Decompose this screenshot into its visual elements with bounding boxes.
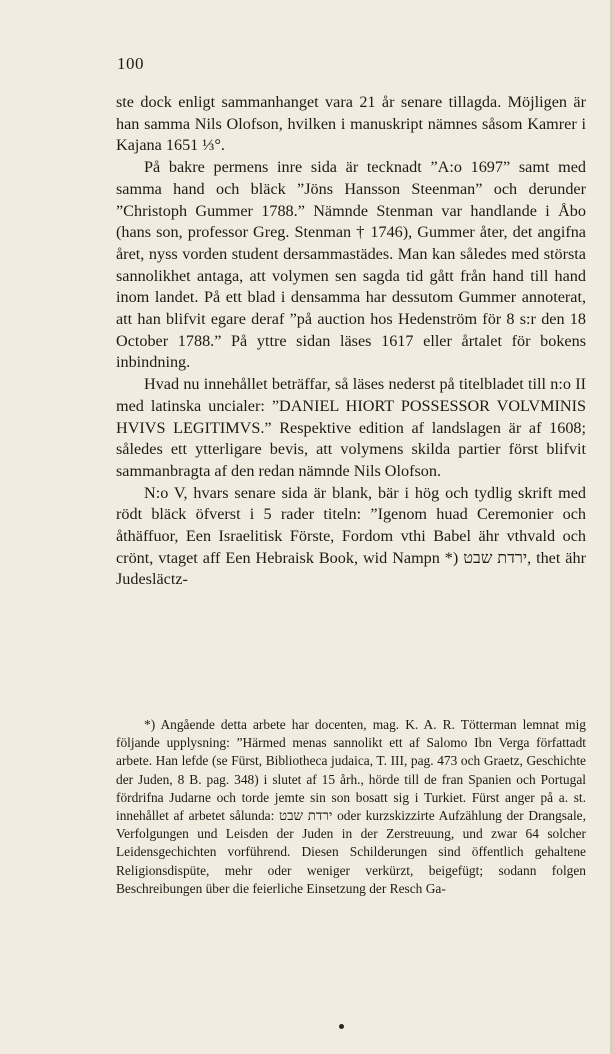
main-text [116,92,586,591]
paragraph: ste dock enligt sammanhanget vara 21 år senare tillagda. Möjligen är han samma Nils Olofson, hvilken i manuskript nämnes såsom Kamrer i Kajana 1651 ⅓°. [116,93,586,155]
paragraph: På bakre permens inre sida är tecknadt ”A:o 1697” samt med samma hand och bläck ”Jöns Hansson Steenman” och derunder ”Christoph Gummer 1788.” Nämnde Stenman var handlande i Åbo (hans son, professor Greg. Stenman † 1746), Gummer åter, det angifna året, nyss vorden student dersammastädes. Man kan således med största sannolikhet antaga, att volymen sen sagda tid gått från hand till hand inom landet. På ett blad i densamma har dessutom Gummer annoterat, att han blifvit egare deraf ”på auction hos Hedenström för 8 s:r den 18 October 1788.” På yttre sidan läses 1617 eller årtalet för bokens inbindning. [116,158,586,372]
page-mark [339,1024,344,1029]
paragraph: Hvad nu innehållet beträffar, så läses nederst på titelbladet till n:o II med latinska uncialer: ”DANIEL HIORT POSSESSOR VOLVMINIS HVIVS LEGITIMVS.” Respektive edition af landslagen är af 1608; således ett ytterligare bevis, att volymens skilda partier först blifvit sammanbragta af den redan nämnde Nils Olofson. [116,375,586,480]
footnote-text: *) Angående detta arbete har docenten, mag. K. A. R. Tötterman lemnat mig följande upplysning: ”Härmed menas sannolikt ett af Salomo Ibn Verga författadt arbete. Han lefde (se Fürst, Bibliotheca judaica, T. III, pag. 473 och Graetz, Geschichte der Juden, 8 B. pag. 348) i slutet af 15 årh., hörde till de fran Spanien och Portugal fördrifna Judarne och torde jemte sin son bosatt sig i Turkiet. Fürst anger på a. st. innehållet af arbetet sålunda: ירדת שבט oder kurzskizzirte Aufzählung der Drangsale, Verfolgungen und Leisden der Juden in der Zerstreuung, und zwar 64 solcher Leidensgechichten vorführend. Diesen Schilderungen sind öffentlich gehaltene Religionsdispüte, mehr oder weniger verkürzt, beigefügt; sodann folgen Beschreibungen über die feierliche Einsetzung der Resch Ga- [116,717,586,896]
paragraph: N:o V, hvars senare sida är blank, bär i hög och tydlig skrift med rödt bläck öfverst i 5 rader titeln: ”Igenom huad Ceremonier och åthäffuor, Een Israelitisk Förste, Fordom vthi Babel ähr vthvald och crönt, vtaget aff Een Hebraisk Book, wid Nampn *) ירדת שבט, thet ähr Judesläctz- [116,483,586,589]
page-number: 100 [117,54,144,73]
footnote [116,716,586,898]
